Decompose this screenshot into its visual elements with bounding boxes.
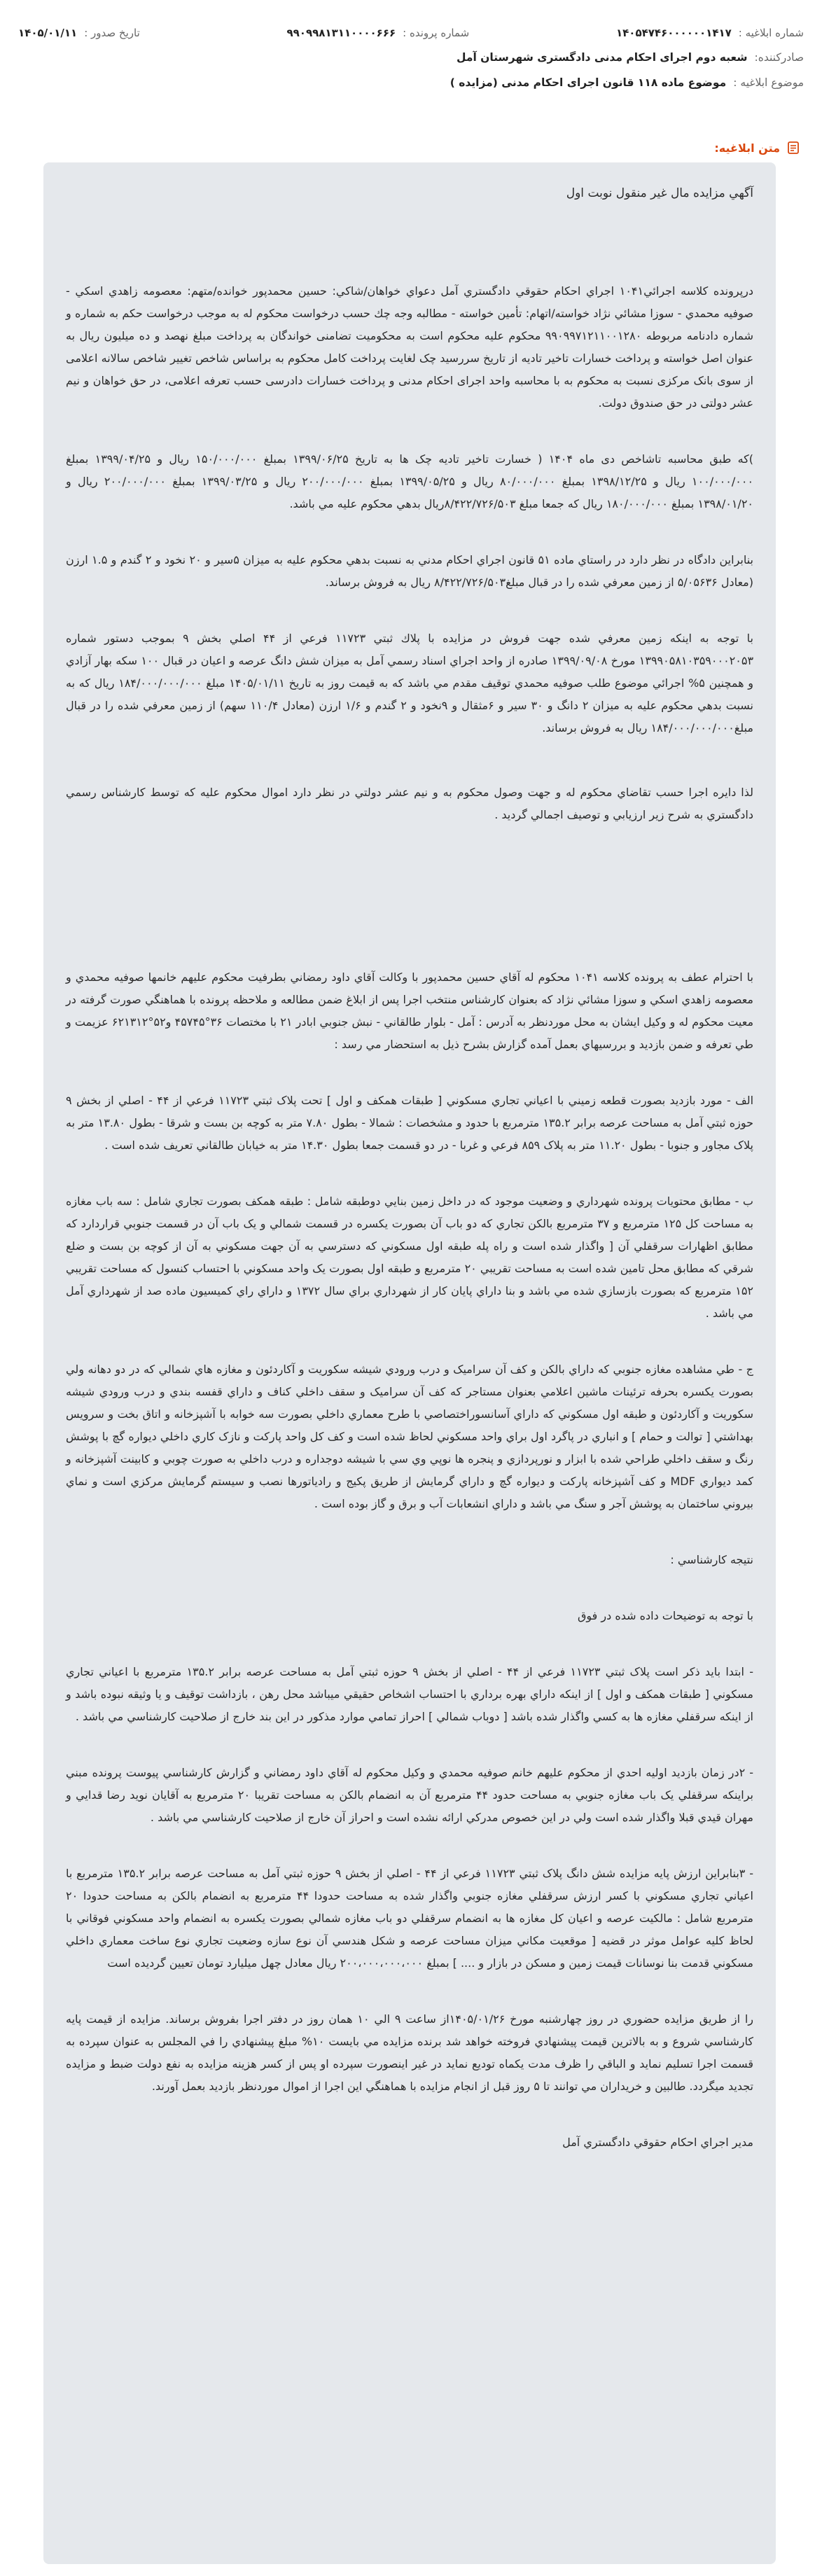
paragraph: با توجه به اینکه زمين معرفي شده جهت فروش در مزايده با پلاك ثبتي ۱۱۷۲۳ فرعي از ۴۴ اصلي بخش ۹ بموجب دستور شماره ۱۳۹۹۰۵۸۱۰۳۵۹۰۰۰۲۰۵۳ مورخ ۱۳۹۹/۰۹/۰۸ صادره از واحد اجراي اسناد رسمي آمل به ميزان شش دانگ عرصه و اعيان در قبال ۱۰۰ سکه بهار آزادي و همچنين ۵% اجرائي موضوع طلب صوفيه محمدي توقيف مقدم مي باشد که به قيمت روز به تاريخ ۱۴۰۵/۰۱/۱۱ مبلغ ۱۸۴/۰۰۰/۰۰۰/۰۰۰ ريال كه به نسبت بدهي محكوم عليه به ميزان ۲ دانگ و ۳۰ سير و ۶مثقال و ۹نخود و ۲ گندم و ۱/۶ ارزن (معادل ۱۱۰/۴ سهم) از زمين معرفي شده را در قبال مبلغ۱۸۴/۰۰۰/۰۰۰/۰۰۰ ريال به فروش برساند. — [66, 632, 754, 734]
paragraph: درپرونده كلاسه اجرائي۱۰۴۱ اجراي احكام حقوقي دادگستري آمل دعواي خواهان/شاكي: حسين محمدپور خوانده/متهم: معصومه زاهدي اسكي - صوفيه محمدي - سوزا مشائي نژاد خواسته/اتهام: تأمين خواسته - مطالبه وجه چك حسب درخواست محكوم له به موجب درخواست حكم به شماره و شماره دادنامه مربوطه ۹۹۰۹۹۷۱۲۱۱۰۰۱۲۸۰ محكوم عليه محكوم است به محکومیت تضامنی خواندگان به پرداخت مبلغ نهصد و ده میلیون ریال به عنوان اصل خواسته و پرداخت خسارات تاخیر تادیه از تاریخ سررسید چک لغایت پرداخت کامل محکوم به براساس شاخص تغییر شاخص سالانه اعلامی از سوی بانک مرکزی نسبت به محکوم به با محاسبه واحد اجرای احکام مدنی و پرداخت خسارات دادرسی حسب تعرفه اعلامی، در حق خواهان و نیم عشر دولتی در حق صندوق دولت. — [66, 284, 754, 410]
subject-value: موضوع ماده ۱۱۸ قانون اجرای احکام مدنی (مزایده ) — [450, 76, 727, 89]
meta-row — [18, 21, 804, 45]
case-number-value: ۹۹۰۹۹۸۱۳۱۱۰۰۰۰۶۶۶ — [286, 27, 396, 39]
paragraph: را از طريق مزايده حضوري در روز چهارشنبه مورخ ۱۴۰۵/۰۱/۲۶از ساعت ۹ الي ۱۰ همان روز در دفتر اجرا بفروش برساند. مزايده از قيمت پايه كارشناسي شروع و به بالاترين قيمت پيشنهادي فروخته خواهد شد برنده مزايده مي بايست ۱۰% مبلغ پيشنهادي را في المجلس به عنوان سپرده به قسمت اجرا تسليم نمايد و الباقي را ظرف مدت يكماه توديع نمايد در غير اينصورت سپرده او پس از كسر هزينه مزايده به نفع دولت ضبط و مزايده تجديد ميگردد. طالبين و خريداران مي توانند تا ۵ روز قبل از انجام مزايده با هماهنگي اين اجرا از اموال موردنظر بازديد بعمل آورند. — [66, 2012, 754, 2093]
notice-body-title: آگهي مزايده مال غير منقول نوبت اول — [566, 186, 753, 200]
signature-line: مدير اجراي احكام حقوقي دادگستري آمل — [562, 2136, 753, 2149]
paragraph: الف - مورد بازديد بصورت قطعه زميني با اعياني تجاري مسکوني [ طبقات همکف و اول ] تحت پلاک ثبتي ۱۱۷۲۳ فرعي از ۴۴ - اصلي از بخش ۹ حوزه ثبتي آمل به مساحت عرصه برابر ۱۳۵.۲ مترمربع با حدود و مشخصات : شمالا - بطول ۷.۸۰ متر به کوچه بن بست و شرقا - بطول ۱۳.۸۰ متر به پلاک مجاور و جنوبا - بطول ۱۱.۲۰ متر به پلاک ۸۵۹ فرعي و غربا - در دو قسمت جمعا بطول ۱۴.۳۰ متر به خيابان طالقاني تعريف شده است . — [66, 1094, 754, 1152]
paragraph: - ابتدا باید ذکر است پلاک ثبتي ۱۱۷۲۳ فرعي از ۴۴ - اصلي از بخش ۹ حوزه ثبتي آمل به مساحت عرصه برابر ۱۳۵.۲ مترمربع با اعياني تجاري مسکوني [ طبقات همکف و اول ] از اينکه داراي بهره برداري با احتساب اشخاص حقيقي ميباشد محل رهن ، بازداشت توقيف و يا وثيقه نبوده باشد و از اينکه سرقفلي مغازه ها به کسي واگذار شده باشد [ دوباب شمالي ] احراز تمامي موارد مذکور در اين بند خارج از صلاحيت کارشناسي مي باشد . — [66, 1665, 754, 1723]
issue-date — [18, 27, 140, 39]
notice-text-heading — [0, 134, 822, 161]
issue-date-label: تاریخ صدور : — [84, 27, 140, 39]
paragraph: با احترام عطف به پرونده کلاسه ۱۰۴۱ محکوم له آقاي حسين محمدپور با وکالت آقاي داود رمضاني بطرفيت محکوم عليهم خانمها صوفيه محمدي و معصومه زاهدي اسکي و سوزا مشائي نژاد که بعنوان کارشناس منتخب اجرا پس از ابلاغ ضمن مطالعه و ملاحظه پرونده با هماهنگي صورت گرفته در معيت محکوم له و وکيل ايشان به محل موردنظر به آدرس : آمل - بلوار طالقاني - نبش جنوبي ابادر ۲۱ با مختصات ۳۶°۴۵۷۴۵ و۵۲°۶۲۱۳۱۲ عزيمت و طي تعرفه و ضمن بازديد و بررسيهاي بعمل آمده گزارش بشرح ذيل به استحضار مي رسد : — [66, 970, 754, 1051]
paragraph: ج - طي مشاهده مغازه جنوبي که داراي بالکن و کف آن سراميک و درب ورودي شيشه سکوريت و آکاردئون و مغازه هاي شمالي که در دو دهانه ولي بصورت يکسره بحرفه ترئينات ماشين اعلامي بعنوان مستاجر که کف آن سراميک و سقف داخلي کناف و داراي قفسه بندي و درب ورودي شيشه سکوريت و آکاردئون و طبقه اول مسکوني که داراي آسانسوراختصاصي با طرح معماري داخلي بصورت سه خوابه با آشپزخانه و اتاق بخت و سرويس بهداشتي [ توالت و حمام ] و انباري در پاگرد اول براي واحد مسکوني لحاظ شده است و کف کل واحد پارکت و نازک کاري داخلي ديواره گچ با پوشش رنگ و سقف داخلي طراحي شده با ابزار و نورپردازي و پنجره ها نوپي وي سي با شيشه دوجداره و درب داخلي به صورت چوبي و کابينت آشپزخانه و کمد ديواري MDF و کف آشپزخانه پارکت و ديواره گچ و داراي گرمايش از طريق پکيج و رادياتورها نصب و سيستم گرمايش مرکزي است و نماي بيروني ساختمان به پوشش آجر و سنگ مي باشد و داراي انشعابات آب و برق و گاز بوده است . — [66, 1363, 753, 1510]
case-number-label: شماره پرونده : — [403, 27, 470, 39]
expert-conclusion-heading: نتيجه کارشناسي : — [670, 1553, 753, 1566]
paragraph: لذا دايره اجرا حسب تقاضاي محكوم له و جهت وصول محكوم به و نيم عشر دولتي در نظر دارد اموال محكوم عليه كه توسط كارشناس رسمي دادگستري به شرح زير ارزيابي و توصيف اجمالي گرديد . — [66, 786, 753, 821]
document-icon — [786, 140, 801, 155]
paragraph: - ۲در زمان بازديد اوليه احدي از محکوم عليهم خانم صوفيه محمدي و وکيل محکوم له آقاي داود رمضاني و گزارش کارشناسي پيوست پرونده مبني براينکه سرقفلي يک باب مغازه جنوبي به مساحت حدود ۴۴ مترمربع آن به انضمام بالکن به مساحت تقريبا ۲۰ مترمربع به آقايان نويد رضا قدايي و مهران قيدي قبلا واگذار شده است ولي در اين خصوص مدرکي ارائه نشده است و احراز آن خارج از صلاحيت کارشناسي مي باشد . — [66, 1766, 754, 1824]
paragraph: - ۳بنابراين ارزش پايه مزايده شش دانگ پلاک ثبتي ۱۱۷۲۳ فرعي از ۴۴ - اصلي از بخش ۹ حوزه ثبتي آمل به مساحت عرصه برابر ۱۳۵.۲ مترمربع با اعياني تجاري مسکوني با کسر ارزش سرقفلي مغازه جنوبي واگذار شده به مساحت حدودا ۴۴ مترمربع به انضمام بالکن به مساحت حدودا ۲۰ مترمربع شامل : مالکيت عرصه و اعيان کل مغازه ها به انضمام سرقفلي دو باب مغازه شمالي بصورت يکسره به انضمام واحد مسکوني فوقاني با لحاظ کليه عوامل موثر در قضيه [ موقعيت مکاني ميزان مساحت عرصه و شکل هندسي آن نوع سازه وضعيت تجاري نوع ساخت معماري داخلي مسکوني قدمت بنا نوسانات قيمت زمين و مسکن در بازار و .... ] بمبلغ ۲۰۰،۰۰۰،۰۰۰،۰۰۰ ريال معادل چهل ميليارد تومان تعيين گرديده است — [66, 1867, 754, 1970]
issuer-line — [18, 45, 804, 70]
notice-text-title: متن ابلاغیه: — [714, 141, 780, 155]
case-number — [287, 27, 470, 39]
subject-line — [18, 70, 804, 95]
subject-label: موضوع ابلاغیه : — [733, 76, 804, 89]
issue-date-value: ۱۴۰۵/۰۱/۱۱ — [18, 27, 78, 39]
notice-body — [43, 162, 776, 2564]
notice-number-value: ۱۴۰۵۴۷۴۶۰۰۰۰۰۰۱۴۱۷ — [615, 27, 732, 39]
paragraph: ب - مطابق محتويات پرونده شهرداري و وضعيت موجود که در داخل زمين بنايي دوطبقه شامل : طبقه همکف بصورت تجاري شامل : سه باب مغازه به مساحت کل ۱۲۵ مترمربع و ۳۷ مترمربع بالکن تجاري که دو باب آن بصورت يکسره در قسمت شمالي و يک باب آن در قسمت جنوبي قراردارد که مطابق اظهارات سرقفلي آن [ واگذار شده است و راه پله طبقه اول مسکوني که دسترسي به آن جهت مسکوني به آن از کوچه بن بست و ضلع شرقي که مطابق محل تامين شده است به مساحت تقريبي ۲۰ مترمربع و طبقه اول بصورت يک واحد مسکوني با احتساب کنسول که مساحت تقريبي ۱۵۲ مترمربع که بصورت بازسازي شده مي باشد و بنا داراي پايان کار از شهرداري براي سال ۱۳۷۲ و داراي راي کميسيون ماده صد از شهرداري آمل مي باشد . — [66, 1195, 754, 1320]
paragraph: )که طبق محاسبه تاشاخص دی ماه ۱۴۰۴ ( خسارت تاخير تاديه چک ها به تاريخ ۱۳۹۹/۰۶/۲۵ بمبلغ ۱۵۰/۰۰۰/۰۰۰ ريال و ۱۳۹۹/۰۴/۲۵ بمبلغ ۱۰۰/۰۰۰/۰۰۰ ريال و ۱۳۹۸/۱۲/۲۵ بمبلغ ۸۰/۰۰۰/۰۰۰ ريال و ۱۳۹۹/۰۵/۲۵ بمبلغ ۲۰۰/۰۰۰/۰۰۰ ريال و ۱۳۹۹/۰۳/۲۵ بمبلغ ۲۰۰/۰۰۰/۰۰۰ ريال و ۱۳۹۸/۰۱/۲۰ بمبلغ ۱۸۰/۰۰۰/۰۰۰ ريال که جمعا مبلغ ۸/۴۲۲/۷۲۶/۵۰۳ريال بدهي محكوم عليه مي باشد. — [66, 452, 754, 510]
paragraph: بنابراين دادگاه در نظر دارد در راستاي ماده ۵۱ قانون اجراي احکام مدني به نسبت بدهي محکوم عليه به ميزان ۵سير و ۲۰ نخود و ۲ گندم و ۱.۵ ارزن (معادل ۵/۰۵۶۳۶ از زمين معرفي شده را در قبال مبلغ۸/۴۲۲/۷۲۶/۵۰۳ ريال به فروش برساند. — [66, 553, 754, 589]
issuer-label: صادرکننده: — [754, 51, 804, 64]
notice-number — [616, 27, 804, 39]
paragraph: با توجه به توضيحات داده شده در فوق — [578, 1609, 753, 1622]
notice-number-label: شماره ابلاغیه : — [738, 27, 804, 39]
issuer-value: شعبه دوم اجرای احکام مدنی دادگستری شهرستان آمل — [457, 51, 748, 64]
notice-header — [0, 0, 822, 126]
